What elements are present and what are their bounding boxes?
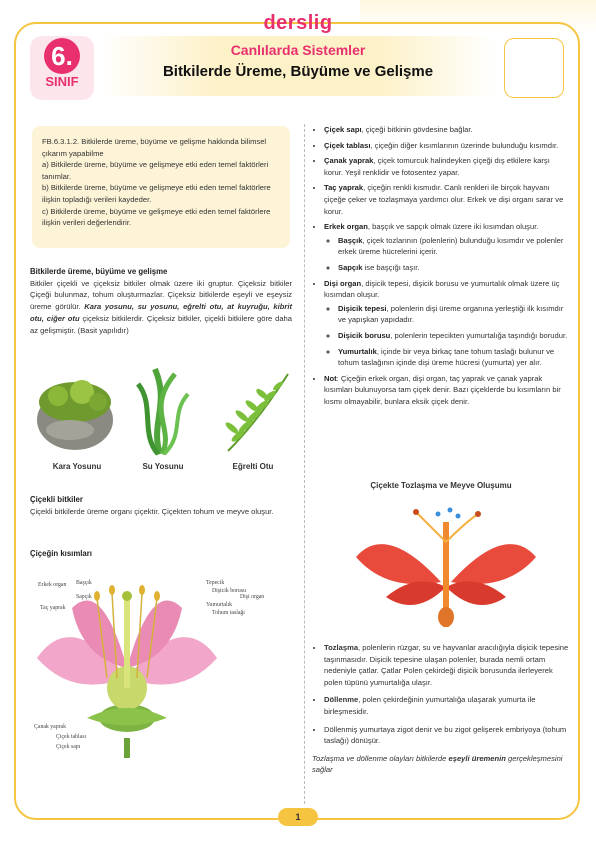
subject-title: Canlılarda Sistemler bbox=[230, 42, 366, 58]
label-canak-yaprak: Çanak yaprak bbox=[34, 724, 67, 730]
label-sapcik: Sapçık bbox=[76, 594, 92, 600]
plant-label: Su Yosunu bbox=[142, 462, 184, 471]
label-cicek-sapi: Çiçek sapı bbox=[56, 744, 81, 750]
grade-number: 6. bbox=[44, 38, 80, 74]
list-item: • Erkek organ, başçık ve sapçık olmak üzere iki kısımdan oluşur. ◦ Başçık, çiçek tozlarının (polenlerin) bulunduğu kısımdır ve polenler erkek üreme hücrelerini içerir. ◦ Sapçık ise başçığı taşır. bbox=[324, 221, 570, 273]
label-discik-borusu: Dişicik borusu bbox=[212, 588, 246, 594]
label-yumurtalik: Yumurtalık bbox=[206, 602, 233, 608]
sub-list-item: ◦ Dişicik tepesi, polenlerin dişi üreme organına yerleştiği ilk kısımdır ve yapışkan yapıdadır. bbox=[338, 303, 570, 326]
list-item: • Dişi organ, dişicik tepesi, dişicik borusu ve yumurtalık olmak üzere üç kısımdan oluşur. ◦ Dişicik tepesi, polenlerin dişi üreme organına yerleştiği ilk kısımdır ve yapışkan yapıdadır. ◦ Dişicik borusu, polenlerin tepecikten yumurtalığa taşındığı borudur. ◦ Yumurtalık, içinde bir veya birkaç tane tohum taslağı bulunur ve tohum taslağının içinde dişi üreme hücresi (yumurta) yer alır. bbox=[324, 278, 570, 369]
sub-list-item: ◦ Başçık, çiçek tozlarının (polenlerin) bulunduğu kısımdır ve polenler erkek üreme hücrelerini içerir. bbox=[338, 235, 570, 258]
goal-c: c) Bitkilerde üreme, büyüme ve gelişmeye etki eden temel faktörlere ilişkin verileri değerlendirir. bbox=[42, 206, 271, 228]
section-plants bbox=[30, 266, 292, 336]
page-number: 1 bbox=[278, 808, 318, 826]
list-item: • Döllenme, polen çekirdeğinin yumurtalığa ulaşarak yumurta ile birleşmesidir. bbox=[324, 694, 570, 717]
plant-label: Eğrelti Otu bbox=[232, 462, 274, 471]
brand-logo: derslig bbox=[263, 12, 333, 34]
list-item: • Taç yaprak, çiçeğin renkli kısmıdır. Canlı renkleri ile birçok hayvanı çiçeğe çeker ve tozlaşmaya yardımcı olur. Erkek ve dişi organı sarar ve korur. bbox=[324, 182, 570, 217]
section-heading: Çiçekli bitkiler bbox=[30, 495, 83, 504]
label-erkek-organ: Erkek organ bbox=[38, 582, 67, 588]
summary-note: Tozlaşma ve döllenme olayları bitkilerde eşeyli üremenin gerçekleşmesini sağlar bbox=[312, 753, 563, 775]
section-paragraph: Çiçekli bitkilerde üreme organı çiçektir. Çiçekten tohum ve meyve oluşur. bbox=[30, 506, 274, 516]
label-tohum-taslagi: Tohum taslağı bbox=[212, 610, 245, 616]
topic-title: Bitkilerde Üreme, Büyüme ve Gelişme bbox=[162, 63, 434, 80]
plant-label: Kara Yosunu bbox=[52, 462, 102, 471]
fern-image bbox=[218, 366, 298, 456]
section-heading: Bitkilerde üreme, büyüme ve gelişme bbox=[30, 267, 168, 276]
learning-goals-box bbox=[32, 126, 290, 248]
label-tac-yaprak: Taç yaprak bbox=[40, 605, 66, 611]
sub-list-item: ◦ Yumurtalık, içinde bir veya birkaç tane tohum taslağı bulunur ve tohum taslağının içinde dişi üreme hücresi (yumurta) yer alır. bbox=[338, 346, 570, 369]
sub-list-item: ◦ Dişicik borusu, polenlerin tepecikten yumurtalığa taşındığı borudur. bbox=[338, 330, 570, 342]
section-flowering bbox=[30, 494, 292, 517]
label-bascik: Başçık bbox=[76, 580, 92, 586]
section-flower-parts bbox=[30, 548, 292, 560]
flower-diagram bbox=[32, 568, 272, 758]
list-item: • Tozlaşma, polenlerin rüzgar, su ve hayvanlar aracılığıyla dişicik tepesine taşınmasıdır. Dişicik tepesine ulaşan polenler, burada nemli ortam nedeniyle çatlar. Çatlar Polen çekirdeği dişicik borusunda ilerleyerek polen tüpünü yumurtalığa ulaşır. bbox=[324, 642, 570, 688]
goal-a: a) Bitkilerde üreme, büyüme ve gelişmeye etki eden temel faktörleri tanımlar. bbox=[42, 160, 269, 181]
pollination-list bbox=[312, 642, 570, 776]
header-right-box bbox=[504, 38, 564, 98]
label-cicek-tablasi: Çiçek tablası bbox=[56, 734, 87, 740]
column-divider bbox=[304, 124, 305, 804]
list-item: • Döllenmiş yumurtaya zigot denir ve bu zigot gelişerek embriyoya (tohum taslağı) dönüşür. bbox=[324, 724, 570, 747]
list-item: • Çiçek sapı, çiçeği bitkinin gövdesine bağlar. bbox=[324, 124, 570, 136]
flower-parts-list bbox=[312, 124, 570, 411]
section-heading: Çiçeğin kısımları bbox=[30, 549, 92, 558]
figure-title: Çiçekte Tozlaşma ve Meyve Oluşumu bbox=[370, 481, 512, 490]
goal-b: b) Bitkilerde üreme, büyüme ve gelişmeye etki eden temel faktörlere ilişkin topladığı verileri kaydeder. bbox=[42, 183, 271, 204]
list-item: • Çiçek tablası, çiçeğin diğer kısımlarının üzerinde bulunduğu kısımdır. bbox=[324, 140, 570, 152]
note-item: • Not: Çiçeğin erkek organ, dişi organ, taç yaprak ve çanak yaprak kısımları bulunuyorsa tam çiçek denir. Bazı çiçeklerde bu kısımların bir kısmı olmayabilir, bunlara eksik çiçek denir. bbox=[324, 373, 570, 408]
section-paragraph: Bitkiler çiçekli ve çiçeksiz bitkiler olmak üzere iki gruptur. Çiçeksiz bitkiler Çiçeği bulunmaz, tohum oluşturmazlar. Çiçeksiz bitkilerde eşeyli ve eşeysiz üreme görülür. Kara yosunu, su yosunu, eğrelti otu, at kuyruğu, kibrit otu, ciğer otu çiçeksiz bitkilerdir. Çiçeksiz bitkiler, çiçekli bitkilere göre daha az gelişmiştir. (Basit yapılıdır) bbox=[30, 278, 293, 335]
grade-label: SINIF bbox=[45, 74, 79, 89]
goal-intro: FB.6.3.1.2. Bitkilerde üreme, büyüme ve gelişme hakkında bilimsel çıkarım yapabilme bbox=[42, 137, 267, 158]
pollination-flower-image bbox=[346, 502, 546, 632]
sub-list-item: ◦ Sapçık ise başçığı taşır. bbox=[338, 262, 570, 274]
label-tepecik: Tepecik bbox=[206, 580, 225, 586]
list-item: • Çanak yaprak, çiçek tomurcuk halindeyken çiçeği dış etkilere karşı korur. Yeşil renklidir ve fotosentez yapar. bbox=[324, 155, 570, 178]
label-disi-organ: Dişi organ bbox=[240, 594, 265, 600]
algae-image bbox=[120, 364, 200, 456]
